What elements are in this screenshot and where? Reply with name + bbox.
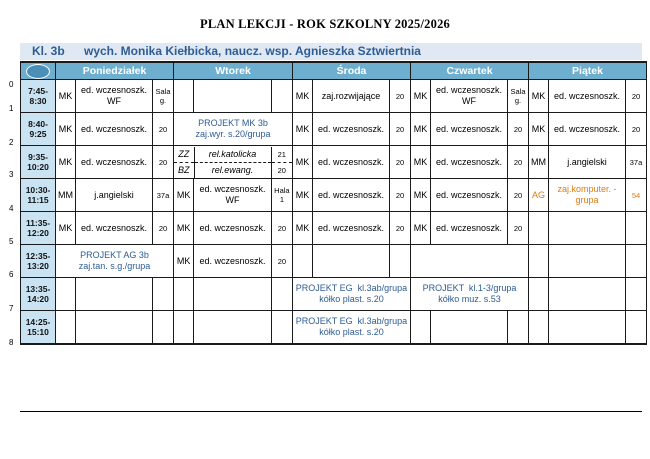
- subject: j.angielski: [76, 179, 153, 212]
- teacher-code: MK: [293, 113, 313, 146]
- room: 37a: [626, 146, 647, 179]
- subject: ed. wczesnoszk.: [76, 146, 153, 179]
- lesson-time: 14:25- 15:10: [21, 311, 56, 344]
- teacher-code: MK: [411, 113, 431, 146]
- lesson-time: 12:35- 13:20: [21, 245, 56, 278]
- room: 20: [271, 245, 292, 278]
- teacher-code: MK: [293, 179, 313, 212]
- table-row: [21, 80, 647, 113]
- row-number: 6: [9, 270, 14, 279]
- project-block: PROJEKT AG 3b zaj.tan. s.g./grupa: [56, 245, 174, 278]
- teacher-code: MM: [529, 146, 549, 179]
- room: 20: [271, 212, 292, 245]
- project-block: PROJEKT EG kl.3ab/grupa kółko plast. s.20: [293, 311, 411, 344]
- room: 20: [508, 212, 529, 245]
- lesson-time: 8:40- 9:25: [21, 113, 56, 146]
- table-row: [21, 245, 647, 278]
- class-label: Kl. 3b: [32, 44, 65, 58]
- teacher-code: MK: [56, 146, 76, 179]
- subject: ed. wczesnoszk.: [313, 146, 390, 179]
- class-info-bar: [20, 43, 642, 60]
- teacher-code: MK: [174, 245, 194, 278]
- room: 20: [153, 146, 174, 179]
- room: 20: [153, 212, 174, 245]
- lesson-time: 9:35- 10:20: [21, 146, 56, 179]
- day-header-friday: Piątek: [529, 62, 647, 80]
- lesson-time: 13:35- 14:20: [21, 278, 56, 311]
- subject: ed. wczesnoszk.: [313, 179, 390, 212]
- subject: rel.ewang.: [194, 162, 271, 178]
- subject: zaj.rozwijające: [313, 80, 390, 113]
- subject: ed. wczesnoszk.: [431, 146, 508, 179]
- teacher-code: MK: [56, 80, 76, 113]
- teacher-code: MK: [529, 113, 549, 146]
- teacher-code: MK: [293, 212, 313, 245]
- subject: ed. wczesnoszk. WF: [76, 80, 153, 113]
- room: 20: [390, 146, 411, 179]
- footer-divider: [20, 411, 642, 412]
- lesson-time: 10:30- 11:15: [21, 179, 56, 212]
- project-block: PROJEKT EG kl.3ab/grupa kółko plast. s.20: [293, 278, 411, 311]
- row-number: 3: [9, 170, 14, 179]
- subject: ed. wczesnoszk.: [76, 212, 153, 245]
- room: Sala g.: [153, 80, 174, 113]
- teacher-code: MK: [411, 146, 431, 179]
- room: 20: [390, 113, 411, 146]
- subject: ed. wczesnoszk.: [549, 113, 626, 146]
- teacher-code: MK: [174, 179, 194, 212]
- school-logo-icon: [26, 64, 50, 79]
- subject: ed. wczesnoszk.: [549, 80, 626, 113]
- room: 37a: [153, 179, 174, 212]
- teacher-code: MK: [293, 80, 313, 113]
- room: 20: [626, 80, 647, 113]
- teacher-code: BZ: [177, 164, 190, 175]
- row-number: 8: [9, 338, 14, 347]
- room: Sala g.: [508, 80, 529, 113]
- teacher-code: MK: [56, 212, 76, 245]
- project-block: PROJEKT MK 3b zaj.wyr. s.20/grupa: [174, 113, 293, 146]
- subject: ed. wczesnoszk.: [431, 179, 508, 212]
- subject: ed. wczesnoszk.: [431, 212, 508, 245]
- lesson-time: 7:45- 8:30: [21, 80, 56, 113]
- table-row: [21, 146, 647, 179]
- teacher-code: MK: [56, 113, 76, 146]
- room: Hala 1: [271, 179, 292, 212]
- room: 20: [271, 162, 292, 178]
- split-religion-cell: [174, 146, 293, 179]
- subject: j.angielski: [549, 146, 626, 179]
- table-row: [21, 278, 647, 311]
- room: 20: [153, 113, 174, 146]
- teacher-code: MK: [411, 80, 431, 113]
- row-number: 5: [9, 237, 14, 246]
- room: 20: [390, 80, 411, 113]
- table-row: [21, 311, 647, 344]
- teacher-code: MK: [411, 212, 431, 245]
- teacher-code: MK: [174, 212, 194, 245]
- row-number: 4: [9, 204, 14, 213]
- table-row: [21, 212, 647, 245]
- row-number: 0: [9, 80, 14, 89]
- row-number: 1: [9, 104, 14, 113]
- teacher-code: MK: [411, 179, 431, 212]
- row-number: 2: [9, 138, 14, 147]
- table-row: [21, 179, 647, 212]
- room: 20: [508, 113, 529, 146]
- day-header-wednesday: Środa: [293, 62, 411, 80]
- school-logo-cell: [21, 62, 56, 80]
- teacher-code: ZZ: [174, 147, 194, 163]
- page-title: PLAN LEKCJI - ROK SZKOLNY 2025/2026: [200, 17, 450, 31]
- room: 20: [508, 179, 529, 212]
- subject: rel.katolicka: [194, 147, 271, 163]
- room: 20: [508, 146, 529, 179]
- room: 20: [390, 179, 411, 212]
- subject: ed. wczesnoszk.: [313, 212, 390, 245]
- teacher-code: AG: [529, 179, 549, 212]
- room: 21: [271, 147, 292, 163]
- day-header-monday: Poniedziałek: [56, 62, 174, 80]
- day-header-thursday: Czwartek: [411, 62, 529, 80]
- timetable: [20, 61, 647, 345]
- subject: ed. wczesnoszk.: [313, 113, 390, 146]
- subject: ed. wczesnoszk.: [194, 245, 272, 278]
- lesson-time: 11:35- 12:20: [21, 212, 56, 245]
- teacher-code: MK: [293, 146, 313, 179]
- teacher-code: MM: [56, 179, 76, 212]
- room: 54: [626, 179, 647, 212]
- subject: ed. wczesnoszk.: [431, 113, 508, 146]
- project-block: PROJEKT kl.1-3/grupa kółko muz. s.53: [411, 278, 529, 311]
- subject: ed. wczesnoszk.: [194, 212, 272, 245]
- table-row: [21, 113, 647, 146]
- room: 20: [626, 113, 647, 146]
- subject: ed. wczesnoszk. WF: [431, 80, 508, 113]
- class-teachers: wych. Monika Kiełbicka, naucz. wsp. Agnieszka Sztwiertnia: [84, 44, 421, 58]
- subject: zaj.komputer. - grupa: [549, 179, 626, 212]
- day-header-tuesday: Wtorek: [174, 62, 293, 80]
- subject: ed. wczesnoszk. WF: [194, 179, 272, 212]
- room: 20: [390, 212, 411, 245]
- subject: ed. wczesnoszk.: [76, 113, 153, 146]
- teacher-code: MK: [529, 80, 549, 113]
- row-number: 7: [9, 304, 14, 313]
